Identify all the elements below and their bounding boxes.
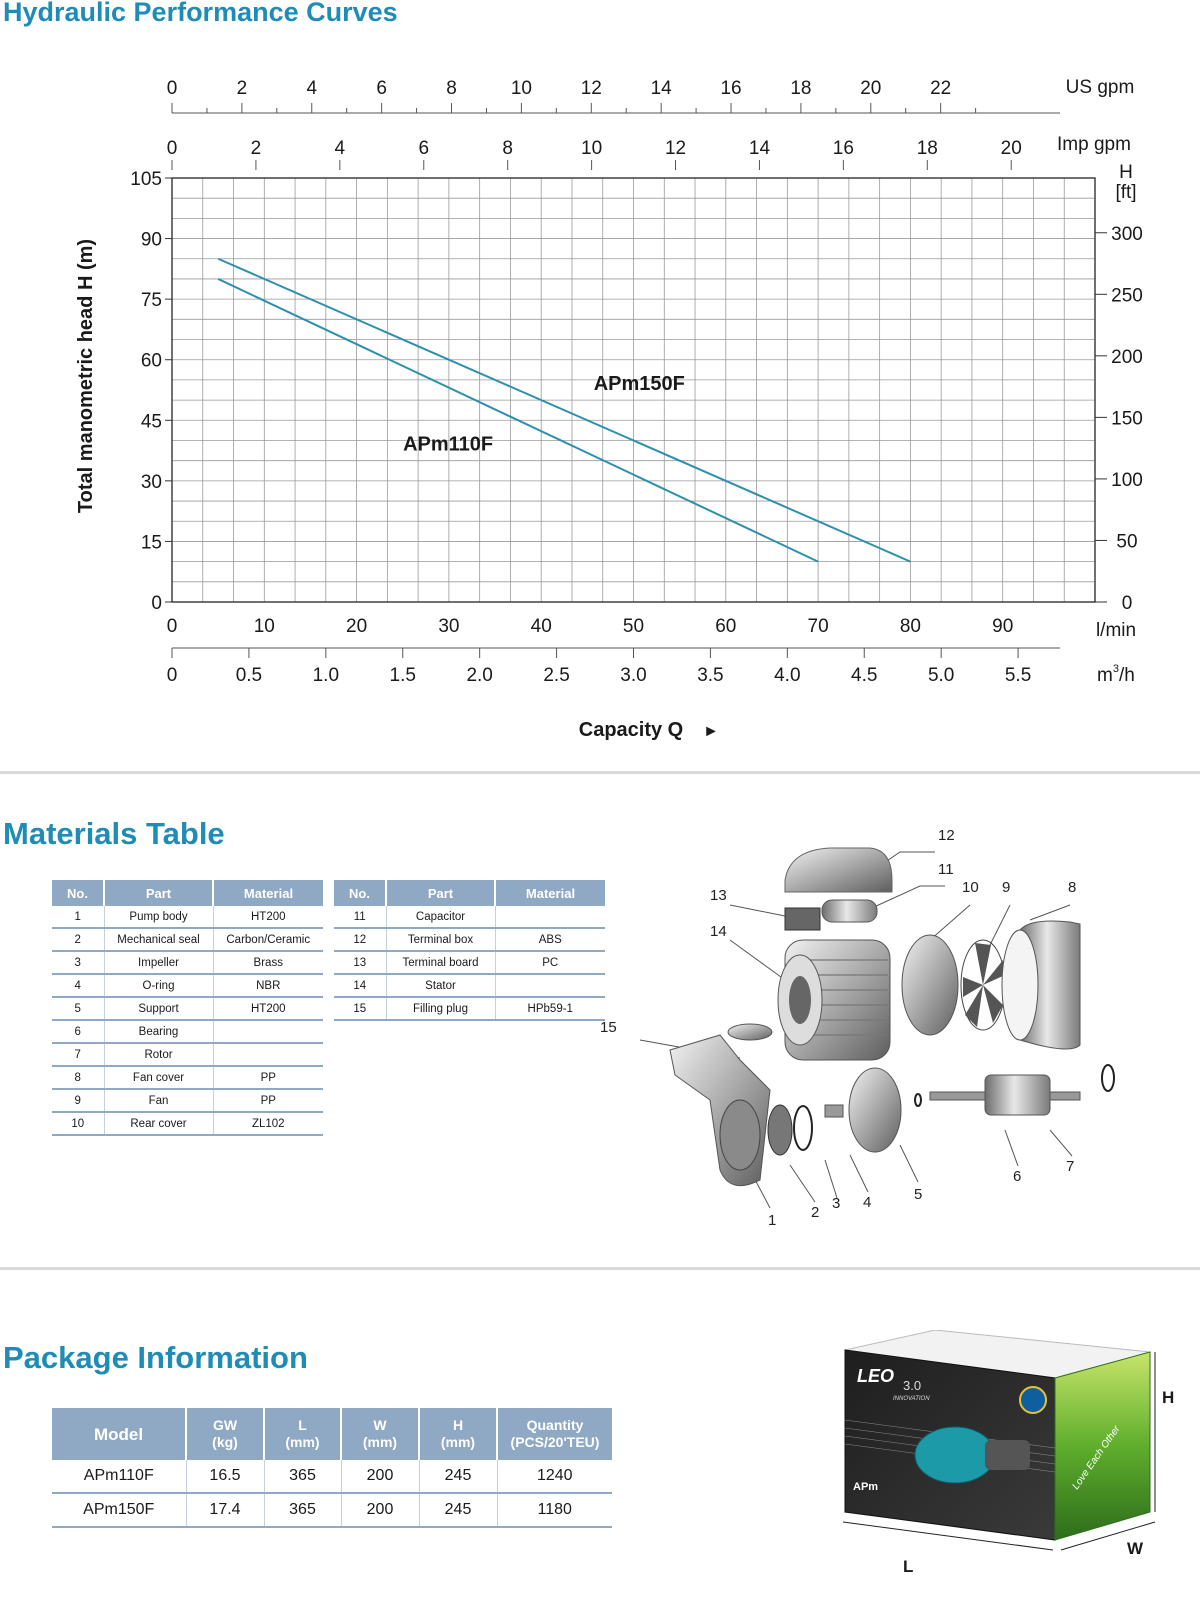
x-tick-label: 0 [166,616,178,637]
y-tick-label: 90 [140,229,162,251]
cell-no: 8 [52,1066,104,1089]
x-tick-label: 30 [438,616,460,637]
filling-plug-shape [728,1024,772,1040]
package-cell-w: 200 [341,1460,419,1493]
header-line-1: Model [93,1424,144,1444]
cell-no: 6 [52,1020,104,1043]
y-tick-label: 30 [140,471,162,493]
x-usgpm-tick-label: 18 [790,78,812,99]
x-axis-arrow: ► [703,723,719,740]
materials-table-left [52,880,323,1136]
cell-part: Bearing [104,1020,213,1043]
package-cell-l: 365 [264,1493,341,1527]
package-row [52,1493,612,1527]
part-callout-3: 3 [832,1195,841,1212]
box-brand-tag: INNOVATION [893,1396,930,1402]
capacitor-shape [822,900,877,922]
box-model: APm [853,1481,879,1493]
impeller-shape [768,1105,792,1155]
support-shape [849,1068,901,1152]
x-m3h-tick-label: 4.5 [851,665,878,686]
x-usgpm-tick-label: 12 [580,78,602,99]
x-usgpm-tick-label: 20 [860,78,882,99]
cell-material: HPb59-1 [495,997,605,1020]
package-cell-w: 200 [341,1493,419,1527]
part-callout-10: 10 [962,879,979,896]
package-cell-model: APm110F [52,1460,186,1493]
package-header-cell [341,1408,419,1460]
x-usgpm-tick-label: 6 [376,78,387,99]
part-callout-11: 11 [938,861,954,878]
cell-part: Terminal board [386,951,495,974]
x-impgpm-tick-label: 16 [832,138,854,159]
package-box-illustration [805,1330,1195,1595]
x-tick-label: 90 [992,616,1014,637]
divider-1 [0,771,1200,774]
cell-no: 2 [52,928,104,951]
x-m3h-tick-label: 5.5 [1004,665,1032,686]
rear-cover-shape [902,935,958,1035]
cell-no: 10 [52,1112,104,1135]
cell-part: Rear cover [104,1112,213,1135]
header-part: Part [386,880,495,906]
cell-no: 12 [334,928,386,951]
x-m3h-tick-label: 2.5 [543,665,570,686]
cell-part: Rotor [104,1043,213,1066]
cell-part: Filling plug [386,997,495,1020]
x-axis-label: Capacity Q [578,719,684,741]
materials-row [334,974,605,997]
x-impgpm-tick-label: 12 [664,138,687,159]
cell-part: Impeller [104,951,213,974]
o-ring-left-shape [794,1106,812,1150]
header-no: No. [334,880,386,906]
header-part: Part [104,880,213,906]
header-line-2: (mm) [362,1434,398,1450]
cell-material: ABS [495,928,605,951]
x-impgpm-tick-label: 18 [916,138,938,159]
x-m3h-tick-label: 1.5 [389,665,416,686]
x-m3h-tick-label: 5.0 [927,665,955,686]
divider-2 [0,1267,1200,1270]
y-ft-tick-label: 250 [1111,285,1143,307]
y-axis-label: Total manometric head H (m) [75,238,97,514]
seal-shape [825,1105,843,1117]
materials-row [52,1089,323,1112]
package-cell-h: 245 [419,1460,497,1493]
x-tick-label: 70 [807,616,829,637]
pump-body-inlet-shape [720,1100,760,1170]
cell-material: NBR [213,974,323,997]
chart-series [218,259,910,562]
x-usgpm-tick-label: 16 [720,78,742,99]
cell-part: Fan [104,1089,213,1112]
y-tick-label: 60 [140,350,162,372]
header-line-1: Quantity [526,1417,584,1433]
materials-row [52,1043,323,1066]
cell-no: 15 [334,997,386,1020]
pump-body-shape [670,1035,770,1186]
x-m3h-tick-label: 0.5 [235,665,263,686]
materials-row [334,951,605,974]
header-material: Material [495,880,605,906]
x-usgpm-tick-label: 0 [166,78,178,99]
cell-part: Fan cover [104,1066,213,1089]
header-no: No. [52,880,104,906]
package-header-cell [497,1408,612,1460]
header-line-2: (mm) [285,1434,320,1450]
box-dim-l: L [903,1557,914,1576]
cell-part: Pump body [104,906,213,928]
x-impgpm-tick-label: 2 [250,138,262,159]
part-callout-8: 8 [1068,879,1077,896]
x-tick-label: 50 [622,616,645,637]
materials-row [334,928,605,951]
box-pump-image [915,1427,995,1483]
cell-part: Capacitor [386,906,495,928]
package-header-row [52,1408,612,1460]
part-callout-15: 15 [600,1019,617,1036]
materials-header-row [52,880,323,906]
materials-row [52,928,323,951]
package-cell-gw: 16.5 [186,1460,264,1493]
o-ring-right-shape [1102,1065,1114,1091]
part-callout-9: 9 [1002,879,1011,896]
x-m3h-tick-label: 4.0 [774,665,801,686]
materials-row [334,997,605,1020]
box-dim-h: H [1162,1388,1175,1407]
x-m3h-tick-label: 2.0 [466,665,493,686]
package-cell-model: APm150F [52,1493,186,1527]
materials-row [52,1020,323,1043]
part-callout-12: 12 [938,830,955,844]
terminal-box-cover-shape [785,848,892,892]
cell-part: Mechanical seal [104,928,213,951]
box-pump-motor [985,1440,1030,1470]
performance-chart [0,0,1200,760]
x-usgpm-tick-label: 2 [236,78,248,99]
fan-shape [961,940,1005,1030]
cell-material: ZL102 [213,1112,323,1135]
box-brand: LEO [857,1366,895,1386]
box-brand-sub: 3.0 [903,1378,922,1393]
cell-material: HT200 [213,906,323,928]
cell-material [213,1020,323,1043]
x-m3h-unit: $m^3/h$ [1097,663,1135,686]
x-usgpm-unit: US gpm [1065,77,1135,98]
header-line-2: (kg) [212,1434,238,1450]
part-callout-4: 4 [863,1194,872,1211]
x-impgpm-tick-label: 4 [334,138,346,159]
cell-material: PP [213,1066,323,1089]
box-warranty-seal [1020,1387,1046,1413]
materials-row [52,997,323,1020]
cell-part: Support [104,997,213,1020]
y-tick-label: 0 [151,593,162,614]
package-cell-quantity: 1240 [497,1460,612,1493]
fan-cover-rim-shape [1002,930,1038,1040]
header-line-1: L [298,1417,307,1433]
series-label-apm110f: APm110F [403,433,494,456]
x-tick-label: 60 [715,616,737,637]
cell-no: 9 [52,1089,104,1112]
package-header-cell [419,1408,497,1460]
y-ft-tick-label: 50 [1116,531,1138,553]
box-slogan: Love Each Other [1070,1423,1123,1492]
part-callout-13: 13 [710,887,727,904]
y-ft-tick-label: 150 [1111,408,1143,430]
part-callout-14: 14 [710,923,727,940]
x-usgpm-tick-label: 22 [930,78,952,99]
y-ft-unit: [ft] [1115,182,1137,203]
terminal-board-shape [785,908,820,930]
cell-no: 5 [52,997,104,1020]
materials-row [52,951,323,974]
package-cell-l: 365 [264,1460,341,1493]
package-title: Package Information [3,1340,308,1375]
y-tick-label: 45 [140,411,162,433]
package-table [52,1408,612,1528]
cell-part: O-ring [104,974,213,997]
materials-title: Materials Table [3,816,225,851]
package-header-cell [52,1408,186,1460]
y-ft-tick-label: 300 [1111,223,1143,245]
y-ft-unit: H [1119,162,1133,183]
x-impgpm-tick-label: 0 [166,138,178,159]
cell-no: 4 [52,974,104,997]
part-callout-5: 5 [914,1186,923,1203]
header-line-2: (mm) [440,1434,476,1450]
cell-material: Brass [213,951,323,974]
materials-row [52,974,323,997]
part-callout-6: 6 [1013,1168,1022,1185]
x-usgpm-tick-label: 14 [650,78,672,99]
x-impgpm-tick-label: 6 [418,138,430,159]
x-usgpm-tick-label: 10 [510,78,532,99]
y-ft-tick-label: 100 [1111,469,1143,491]
package-cell-h: 245 [419,1493,497,1527]
materials-row [334,906,605,928]
package-cell-quantity: 1180 [497,1493,612,1527]
cell-no: 13 [334,951,386,974]
header-line-1: H [452,1417,464,1433]
y-tick-label: 15 [140,532,162,554]
header-line-1: W [373,1417,387,1433]
series-label-apm150f: APm150F [593,373,685,396]
materials-header-row [334,880,605,906]
x-impgpm-tick-label: 14 [748,138,771,159]
cell-material: HT200 [213,997,323,1020]
x-impgpm-unit: Imp gpm [1057,134,1131,155]
x-m3h-tick-label: 1.0 [312,665,340,686]
x-usgpm-tick-label: 8 [446,78,457,99]
curves-title: Hydraulic Performance Curves [3,0,398,27]
cell-material [213,1043,323,1066]
cell-part: Terminal box [386,928,495,951]
x-impgpm-tick-label: 8 [502,138,513,159]
series-line-apm150f [218,259,910,562]
package-cell-gw: 17.4 [186,1493,264,1527]
cell-part: Stator [386,974,495,997]
cell-no: 3 [52,951,104,974]
cell-material [495,974,605,997]
cell-no: 14 [334,974,386,997]
materials-row [52,1066,323,1089]
exploded-pump-diagram [600,830,1120,1250]
x-m3h-tick-label: 0 [166,665,178,686]
x-tick-label: 20 [346,616,368,637]
box-dim-w: W [1127,1539,1144,1558]
materials-row [52,1112,323,1135]
header-line-2: (PCS/20'TEU) [510,1434,600,1450]
stator-bore-shape [789,976,811,1024]
y-ft-tick-label: 0 [1121,593,1133,614]
x-tick-label: 10 [253,616,275,637]
y-tick-label: 105 [130,169,162,190]
cell-no: 7 [52,1043,104,1066]
package-row [52,1460,612,1493]
cell-no: 11 [334,906,386,928]
bearing-shape [915,1094,921,1106]
x-m3h-tick-label: 3.5 [697,665,724,686]
y-tick-label: 75 [140,290,162,312]
cell-material [495,906,605,928]
header-material: Material [213,880,323,906]
y-ft-tick-label: 200 [1111,346,1143,368]
part-callout-7: 7 [1066,1158,1075,1175]
x-tick-label: 40 [530,616,552,637]
cell-material: PP [213,1089,323,1112]
x-tick-label: 80 [899,616,921,637]
header-line-1: GW [212,1417,238,1433]
x-impgpm-tick-label: 10 [581,138,603,159]
cell-material: Carbon/Ceramic [213,928,323,951]
package-header-cell [186,1408,264,1460]
part-callout-1: 1 [768,1212,777,1229]
cell-no: 1 [52,906,104,928]
package-header-cell [264,1408,341,1460]
x-m3h-tick-label: 3.0 [620,665,647,686]
materials-row [52,906,323,928]
x-unit-lmin: l/min [1095,620,1137,641]
rotor-core-shape [985,1075,1050,1115]
cell-material: PC [495,951,605,974]
part-callout-2: 2 [811,1204,820,1221]
materials-table-right [334,880,605,1021]
x-usgpm-tick-label: 4 [306,78,318,99]
x-impgpm-tick-label: 20 [1000,138,1022,159]
